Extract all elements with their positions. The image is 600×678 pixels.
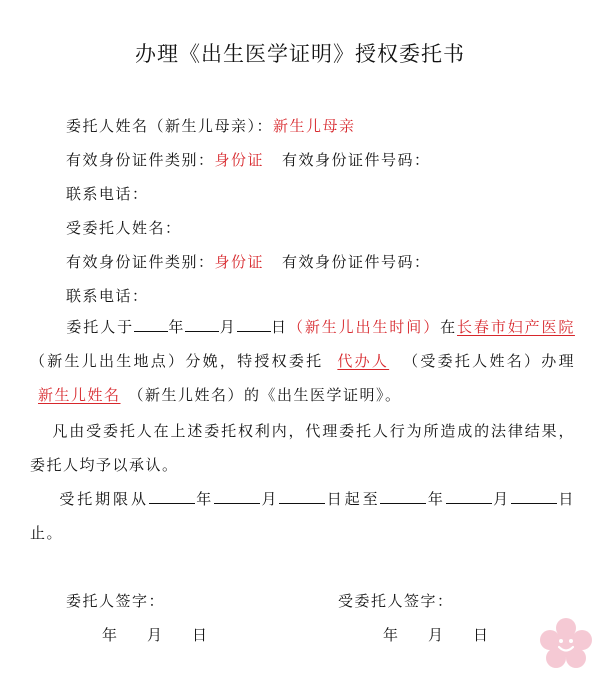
- birth-place-note: （新生儿出生地点）分娩，特授权委托: [30, 352, 324, 370]
- baby-name-fill: 新生儿姓名: [38, 386, 121, 404]
- principal-name-label: 委托人姓名（新生儿母亲）：: [66, 117, 274, 135]
- liability-text: 凡由受委托人在上述委托权利内，代理委托人行为所造成的法律结果，委托人均予以承认。: [30, 422, 575, 474]
- principal-phone-row: [66, 184, 149, 204]
- principal-name-value: 新生儿母亲: [273, 117, 356, 135]
- agent-id-number-label: 有效身份证件号码：: [282, 253, 431, 271]
- principal-sign-month: 月: [147, 626, 163, 644]
- term-end-month-blank[interactable]: [446, 487, 492, 504]
- term-end-day-blank[interactable]: [511, 487, 557, 504]
- agent-id-type-label: 有效身份证件类别：: [66, 253, 215, 271]
- agent-phone-label: 联系电话：: [66, 287, 149, 305]
- term-end-year-blank[interactable]: [380, 487, 426, 504]
- birth-day-blank[interactable]: [237, 315, 271, 332]
- term-start-year-blank[interactable]: [149, 487, 195, 504]
- agent-name-label: 受委托人姓名：: [66, 219, 182, 237]
- agent-id-row: [66, 252, 431, 272]
- term-from: 日起至: [325, 490, 381, 508]
- p1-year: 年: [168, 318, 186, 336]
- agent-sign-day: 日: [473, 626, 489, 644]
- principal-sign-day: 日: [192, 626, 208, 644]
- p1-at: 在: [440, 318, 458, 336]
- p1-day: 日: [270, 318, 288, 336]
- term-start-month-blank[interactable]: [214, 487, 260, 504]
- agent-name-note: （受委托人姓名）办理: [403, 352, 575, 370]
- baby-name-note: （新生儿姓名）的《出生医学证明》。: [128, 386, 402, 404]
- birth-time-note: （新生儿出生时间）: [287, 318, 441, 336]
- p1-month: 月: [219, 318, 237, 336]
- principal-sign-year: 年: [102, 626, 118, 644]
- principal-id-number-label: 有效身份证件号码：: [282, 151, 431, 169]
- term-end: 日止。: [30, 490, 575, 542]
- term-start-day-blank[interactable]: [279, 487, 325, 504]
- term-end-year: 年: [426, 490, 446, 508]
- term-intro: 受托期限从: [58, 490, 149, 508]
- term-start-month: 月: [260, 490, 280, 508]
- authorization-paragraph: [30, 310, 575, 412]
- agent-phone-row: [66, 286, 149, 306]
- flower-smile-icon: [538, 616, 594, 672]
- hospital-name: 长春市妇产医院: [457, 318, 575, 336]
- term-start-year: 年: [194, 490, 215, 508]
- agent-id-type-value: 身份证: [214, 253, 265, 271]
- agent-signature-date: [383, 624, 488, 645]
- document-title: 办理《出生医学证明》授权委托书: [135, 42, 465, 66]
- principal-id-type-value: 身份证: [214, 151, 265, 169]
- birth-year-blank[interactable]: [134, 315, 168, 332]
- term-paragraph: [30, 482, 575, 550]
- principal-id-row: [66, 150, 431, 170]
- liability-paragraph: [30, 414, 575, 482]
- p1-intro: 委托人于: [66, 318, 135, 336]
- term-end-month: 月: [491, 490, 512, 508]
- principal-name-row: [66, 116, 356, 136]
- birth-month-blank[interactable]: [185, 315, 219, 332]
- principal-phone-label: 联系电话：: [66, 185, 149, 203]
- principal-signature-date: [102, 624, 207, 645]
- agent-sign-month: 月: [428, 626, 444, 644]
- agent-name-row: [66, 218, 182, 238]
- principal-id-type-label: 有效身份证件类别：: [66, 151, 215, 169]
- agent-signature-label: 受委托人签字：: [338, 592, 454, 610]
- agent-name-fill: 代办人: [337, 352, 390, 370]
- agent-sign-year: 年: [383, 626, 399, 644]
- principal-signature-label: 委托人签字：: [66, 592, 166, 610]
